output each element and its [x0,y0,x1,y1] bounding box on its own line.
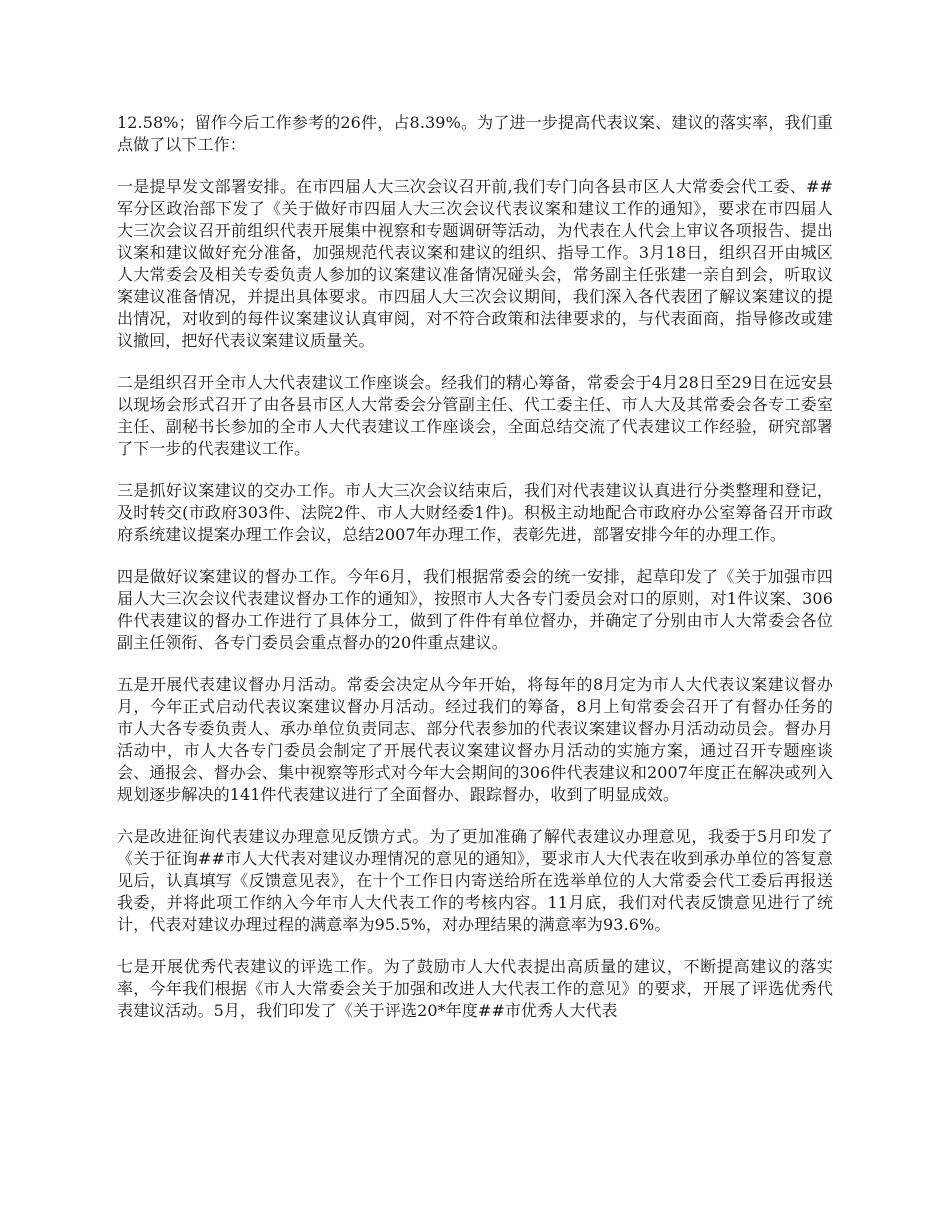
paragraph-1-early-notice: 一是提早发文部署安排。在市四届人大三次会议召开前,我们专门向各县市区人大常委会代工委、##军分区政治部下发了《关于做好市四届人大三次会议代表议案和建议工作的通知》，要求在市四届人大三次会议召开前组织代表开展集中视察和专题调研等活动，为代表在人代会上审议各项报告、提出议案和建议做好充分准备，加强规范代表议案和建议的组织、指导工作。3月18日，组织召开由城区人大常委会及相关专委负责人参加的议案建议准备情况碰头会，常务副主任张建一亲自到会，听取议案建议准备情况，并提出具体要求。市四届人大三次会议期间，我们深入各代表团了解议案建议的提出情况，对收到的每件议案建议认真审阅，对不符合政策和法律要求的，与代表面商，指导修改或建议撤回，把好代表议案建议质量关。 [117,177,833,350]
paragraph-5-supervision-month: 五是开展代表建议督办月活动。常委会决定从今年开始，将每年的8月定为市人大代表议案建议督办月，今年正式启动代表议案建议督办月活动。经过我们的筹备，8月上旬常委会召开了有督办任务的市人大各专委负责人、承办单位负责同志、部分代表参加的代表议案建议督办月活动动员会。督办月活动中，市人大各专门委员会制定了开展代表议案建议督办月活动的实施方案，通过召开专题座谈会、通报会、督办会、集中视察等形式对今年大会期间的306件代表建议和2007年度正在解决或列入规划逐步解决的141件代表建议进行了全面督办、跟踪督办，收到了明显成效。 [117,675,833,804]
paragraph-2-symposium: 二是组织召开全市人大代表建议工作座谈会。经我们的精心筹备，常委会于4月28日至29日在远安县以现场会形式召开了由各县市区人大常委会分管副主任、代工委主任、市人大及其常委会各专工委室主任、副秘书长参加的全市人大代表建议工作座谈会，全面总结交流了代表建议工作经验，研究部署了下一步的代表建议工作。 [117,373,833,458]
document-body [117,112,833,1042]
paragraph-intro: 12.58%；留作今后工作参考的26件，占8.39%。为了进一步提高代表议案、建议的落实率，我们重点做了以下工作： [117,113,833,154]
paragraph-4-supervision: 四是做好议案建议的督办工作。今年6月，我们根据常委会的统一安排，起草印发了《关于加强市四届人大三次会议代表建议督办工作的通知》，按照市人大各专门委员会对口的原则，对1件议案、306件代表建议的督办工作进行了具体分工，做到了件件有单位督办，并确定了分别由市人大常委会各位副主任领衔、各专门委员会重点督办的20件重点建议。 [117,567,833,652]
paragraph-7-evaluation: 七是开展优秀代表建议的评选工作。为了鼓励市人大代表提出高质量的建议，不断提高建议的落实率，今年我们根据《市人大常委会关于加强和改进人大代表工作的意见》的要求，开展了评选优秀代表建议活动。5月，我们印发了《关于评选20*年度##市优秀人大代表 [117,957,833,1020]
paragraph-3-assignment: 三是抓好议案建议的交办工作。市人大三次会议结束后，我们对代表建议认真进行分类整理和登记，及时转交(市政府303件、法院2件、市人大财经委1件)。积极主动地配合市政府办公室筹备召开市政府系统建议提案办理工作会议，总结2007年办理工作，表彰先进，部署安排今年的办理工作。 [117,481,833,544]
paragraph-6-feedback: 六是改进征询代表建议办理意见反馈方式。为了更加准确了解代表建议办理意见，我委于5月印发了《关于征询##市人大代表对建议办理情况的意见的通知》，要求市人大代表在收到承办单位的答复意见后，认真填写《反馈意见表》，在十个工作日内寄送给所在选举单位的人大常委会代工委后再报送我委，并将此项工作纳入今年市人大代表工作的考核内容。11月底，我们对代表反馈意见进行了统计，代表对建议办理过程的满意率为95.5%，对办理结果的满意率为93.6%。 [117,827,833,934]
